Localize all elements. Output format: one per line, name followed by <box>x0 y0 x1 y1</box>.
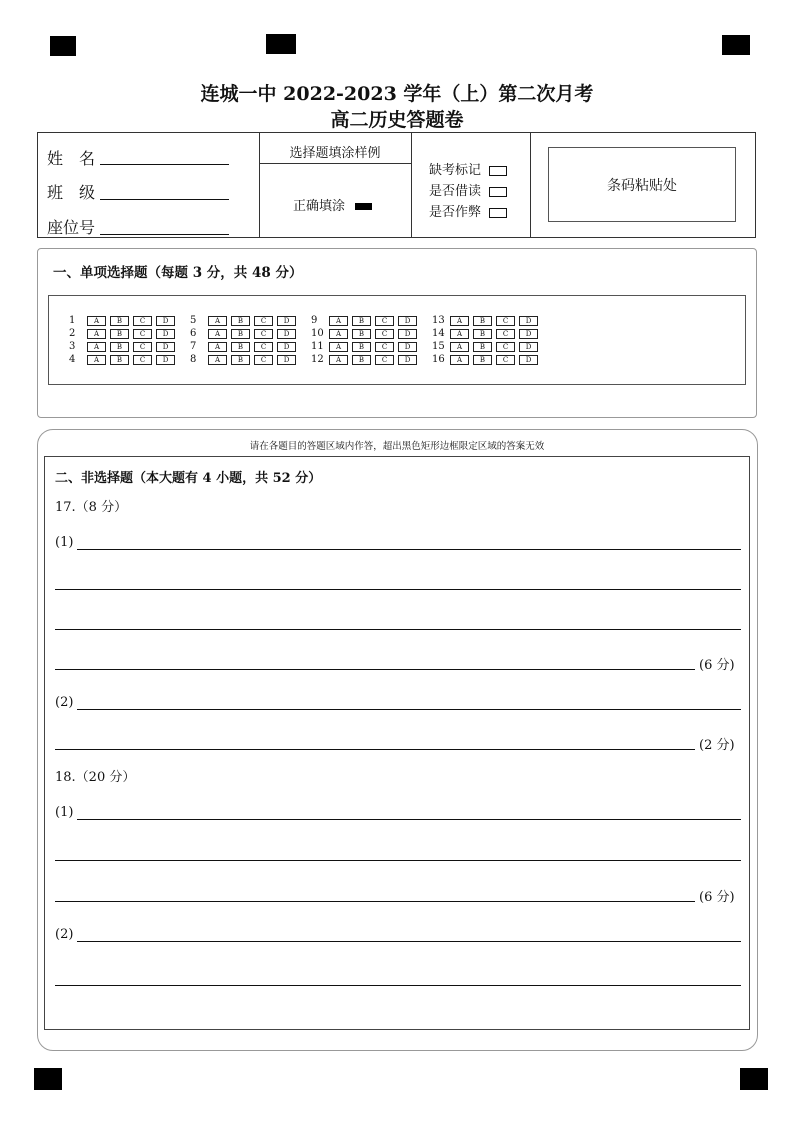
answer-bubble[interactable]: D <box>277 342 296 352</box>
answer-bubble[interactable]: C <box>375 342 394 352</box>
answer-bubble[interactable]: D <box>519 342 538 352</box>
multiple-choice-section <box>37 248 757 418</box>
alignment-marker-bottom-right <box>740 1068 768 1090</box>
answer-bubble[interactable]: A <box>87 316 106 326</box>
filled-mark-icon <box>355 203 372 210</box>
question-column <box>311 314 421 366</box>
answer-bubble[interactable]: D <box>398 342 417 352</box>
exam-title: 连城一中 2022-2023 学年（上）第二次月考 <box>200 83 594 105</box>
question-row <box>311 340 421 353</box>
answer-bubble[interactable]: B <box>352 342 371 352</box>
question-number: 6 <box>190 328 197 339</box>
question-row <box>311 327 421 340</box>
answer-bubble[interactable]: C <box>133 316 152 326</box>
barcode-area: 条码粘贴处 <box>548 147 736 222</box>
borrowed-label: 是否借读 <box>429 184 482 199</box>
answer-bubble[interactable]: A <box>329 355 348 365</box>
answer-bubble[interactable]: A <box>87 342 106 352</box>
question-number: 10 <box>311 328 324 339</box>
question-row <box>311 314 421 327</box>
q17-part2-score: (2 分) <box>699 738 735 753</box>
question-number: 7 <box>190 341 197 352</box>
answer-bubble[interactable]: D <box>156 329 175 339</box>
question-row <box>69 353 179 366</box>
seat-label: 座位号 <box>47 218 96 237</box>
section1-title: 一、单项选择题（每题 3 分，共 48 分） <box>53 265 303 281</box>
answer-bubble[interactable]: C <box>133 355 152 365</box>
answer-line[interactable] <box>77 549 741 550</box>
answer-bubble[interactable]: B <box>352 355 371 365</box>
answer-bubble[interactable]: A <box>450 342 469 352</box>
question-row <box>432 327 542 340</box>
answer-bubble[interactable]: D <box>156 316 175 326</box>
question-row <box>190 327 300 340</box>
answer-bubble[interactable]: A <box>208 329 227 339</box>
answer-bubble[interactable]: B <box>231 355 250 365</box>
answer-bubble[interactable]: C <box>133 342 152 352</box>
answer-line[interactable] <box>55 749 695 750</box>
answer-bubble[interactable]: A <box>329 329 348 339</box>
q17-part1-label: (1) <box>55 535 74 550</box>
q17-heading: 17.（8 分） <box>55 500 128 515</box>
answer-bubble[interactable]: B <box>110 342 129 352</box>
question-row <box>190 340 300 353</box>
question-column <box>190 314 300 366</box>
answer-bubble[interactable]: C <box>375 329 394 339</box>
q18-part1-label: (1) <box>55 805 74 820</box>
q18-part1-score: (6 分) <box>699 890 735 905</box>
class-label: 班 级 <box>47 183 96 202</box>
answer-bubble[interactable]: C <box>496 329 515 339</box>
answer-line[interactable] <box>77 709 741 710</box>
cheating-checkbox[interactable] <box>489 208 507 218</box>
answer-bubble[interactable]: B <box>110 316 129 326</box>
cheating-mark <box>429 201 507 220</box>
answer-bubble[interactable]: D <box>398 316 417 326</box>
answer-line[interactable] <box>55 669 695 670</box>
alignment-marker-top-center <box>266 34 296 54</box>
cheating-label: 是否作弊 <box>429 205 482 220</box>
answer-line[interactable] <box>55 985 741 986</box>
answer-bubble[interactable]: D <box>519 355 538 365</box>
question-column <box>432 314 542 366</box>
answer-bubble[interactable]: C <box>254 355 273 365</box>
section2-title: 二、非选择题（本大题有 4 小题，共 52 分） <box>55 471 322 486</box>
question-number: 3 <box>69 341 76 352</box>
answer-line[interactable] <box>77 941 741 942</box>
answer-area-notice: 请在各题目的答题区域内作答，超出黑色矩形边框限定区域的答案无效 <box>249 441 545 452</box>
answer-line[interactable] <box>55 589 741 590</box>
alignment-marker-top-right <box>722 35 750 55</box>
question-row <box>190 353 300 366</box>
answer-bubble[interactable]: A <box>450 329 469 339</box>
borrowed-checkbox[interactable] <box>489 187 507 197</box>
question-number: 11 <box>311 341 324 352</box>
question-number: 5 <box>190 315 197 326</box>
absent-mark-label: 缺考标记 <box>429 163 482 178</box>
alignment-marker-top-left <box>50 36 76 56</box>
answer-bubble[interactable]: A <box>208 342 227 352</box>
name-field[interactable] <box>100 164 229 165</box>
absent-checkbox[interactable] <box>489 166 507 176</box>
question-number: 16 <box>432 354 445 365</box>
student-info-table <box>37 132 756 238</box>
answer-bubble[interactable]: B <box>473 355 492 365</box>
answer-bubble[interactable]: A <box>208 355 227 365</box>
question-number: 12 <box>311 354 324 365</box>
question-number: 9 <box>311 315 318 326</box>
answer-bubble[interactable]: B <box>352 329 371 339</box>
answer-bubble[interactable]: D <box>277 355 296 365</box>
answer-bubble[interactable]: D <box>519 329 538 339</box>
answer-bubble[interactable]: C <box>375 355 394 365</box>
question-row <box>432 353 542 366</box>
answer-line[interactable] <box>55 901 695 902</box>
answer-bubble[interactable]: A <box>329 342 348 352</box>
question-row <box>432 314 542 327</box>
alignment-marker-bottom-left <box>34 1068 62 1090</box>
q18-part2-label: (2) <box>55 927 74 942</box>
answer-bubble[interactable]: A <box>87 329 106 339</box>
answer-bubble[interactable]: A <box>450 316 469 326</box>
q17-part2-label: (2) <box>55 695 74 710</box>
answer-bubble[interactable]: B <box>473 329 492 339</box>
question-number: 13 <box>432 315 445 326</box>
question-row <box>311 353 421 366</box>
question-row <box>432 340 542 353</box>
question-number: 4 <box>69 354 76 365</box>
answer-bubble[interactable]: C <box>496 342 515 352</box>
answer-bubble[interactable]: C <box>254 342 273 352</box>
question-column <box>69 314 179 366</box>
question-number: 15 <box>432 341 445 352</box>
question-number: 14 <box>432 328 445 339</box>
question-row <box>69 327 179 340</box>
answer-bubble[interactable]: D <box>277 316 296 326</box>
answer-grid <box>48 295 746 385</box>
answer-bubble[interactable]: D <box>519 316 538 326</box>
answer-bubble[interactable]: B <box>352 316 371 326</box>
answer-bubble[interactable]: B <box>231 342 250 352</box>
answer-bubble[interactable]: A <box>329 316 348 326</box>
name-label: 姓 名 <box>47 149 96 168</box>
answer-bubble[interactable]: B <box>473 342 492 352</box>
answer-line[interactable] <box>77 819 741 820</box>
answer-bubble[interactable]: C <box>254 316 273 326</box>
answer-bubble[interactable]: D <box>398 329 417 339</box>
fill-sample-correct <box>293 195 372 214</box>
answer-bubble[interactable]: B <box>231 329 250 339</box>
answer-bubble[interactable]: B <box>110 355 129 365</box>
answer-bubble[interactable]: B <box>231 316 250 326</box>
answer-bubble[interactable]: C <box>254 329 273 339</box>
answer-bubble[interactable]: C <box>496 355 515 365</box>
answer-bubble[interactable]: A <box>208 316 227 326</box>
answer-bubble[interactable]: D <box>156 342 175 352</box>
answer-line[interactable] <box>55 860 741 861</box>
class-field[interactable] <box>100 199 229 200</box>
answer-bubble[interactable]: C <box>496 316 515 326</box>
free-response-section <box>44 456 750 1030</box>
answer-line[interactable] <box>55 629 741 630</box>
answer-bubble[interactable]: B <box>110 329 129 339</box>
q18-heading: 18.（20 分） <box>55 770 136 785</box>
question-number: 1 <box>69 315 76 326</box>
answer-bubble[interactable]: A <box>87 355 106 365</box>
question-row <box>69 340 179 353</box>
answer-bubble[interactable]: B <box>473 316 492 326</box>
borrowed-mark <box>429 180 507 199</box>
q17-part1-score: (6 分) <box>699 658 735 673</box>
answer-bubble[interactable]: D <box>398 355 417 365</box>
answer-bubble[interactable]: A <box>450 355 469 365</box>
answer-bubble[interactable]: C <box>133 329 152 339</box>
question-number: 2 <box>69 328 76 339</box>
question-row <box>69 314 179 327</box>
fill-sample-title: 选择题填涂样例 <box>289 146 381 161</box>
question-number: 8 <box>190 354 197 365</box>
question-row <box>190 314 300 327</box>
absent-mark <box>429 159 507 178</box>
answer-bubble[interactable]: D <box>277 329 296 339</box>
fill-sample-correct-label: 正确填涂 <box>293 199 346 214</box>
exam-subtitle: 高二历史答题卷 <box>330 109 464 131</box>
answer-bubble[interactable]: D <box>156 355 175 365</box>
answer-bubble[interactable]: C <box>375 316 394 326</box>
seat-field[interactable] <box>100 234 229 235</box>
